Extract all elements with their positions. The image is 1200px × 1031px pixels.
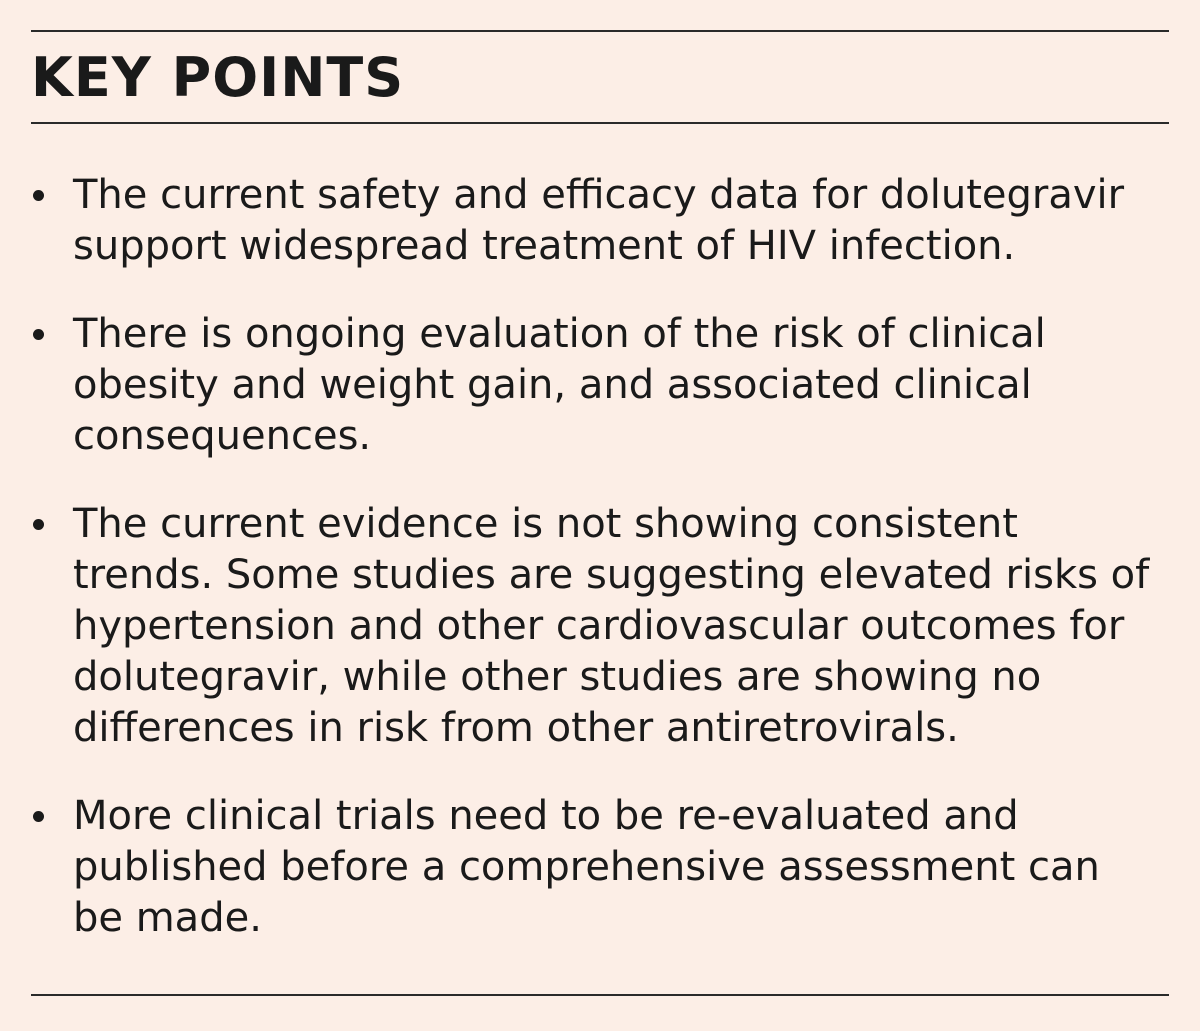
bottom-rule — [31, 994, 1169, 996]
top-rule — [31, 30, 1169, 32]
key-point-3 — [31, 499, 1161, 754]
key-point-text: There is ongoing evaluation of the risk of clinical obesity and weight gain, and associated clinical consequences. — [73, 311, 1046, 459]
bullet-icon — [33, 190, 44, 201]
key-point-text: The current safety and efficacy data for dolutegravir support widespread treatment of HIV infection. — [73, 172, 1125, 269]
key-point-1 — [31, 170, 1161, 272]
bullet-icon — [33, 329, 44, 340]
key-point-text: More clinical trials need to be re-evaluated and published before a comprehensive assessment can be made. — [73, 793, 1100, 941]
box-title: KEY POINTS — [31, 46, 405, 109]
bullet-icon — [33, 519, 44, 530]
title-rule — [31, 122, 1169, 124]
key-points-list — [31, 170, 1161, 981]
key-point-4 — [31, 791, 1161, 944]
key-point-2 — [31, 309, 1161, 462]
key-point-text: The current evidence is not showing consistent trends. Some studies are suggesting elevated risks of hypertension and other cardiovascular outcomes for dolutegravir, while other studies are showing no differences in risk from other antiretrovirals. — [73, 501, 1150, 751]
bullet-icon — [33, 811, 44, 822]
